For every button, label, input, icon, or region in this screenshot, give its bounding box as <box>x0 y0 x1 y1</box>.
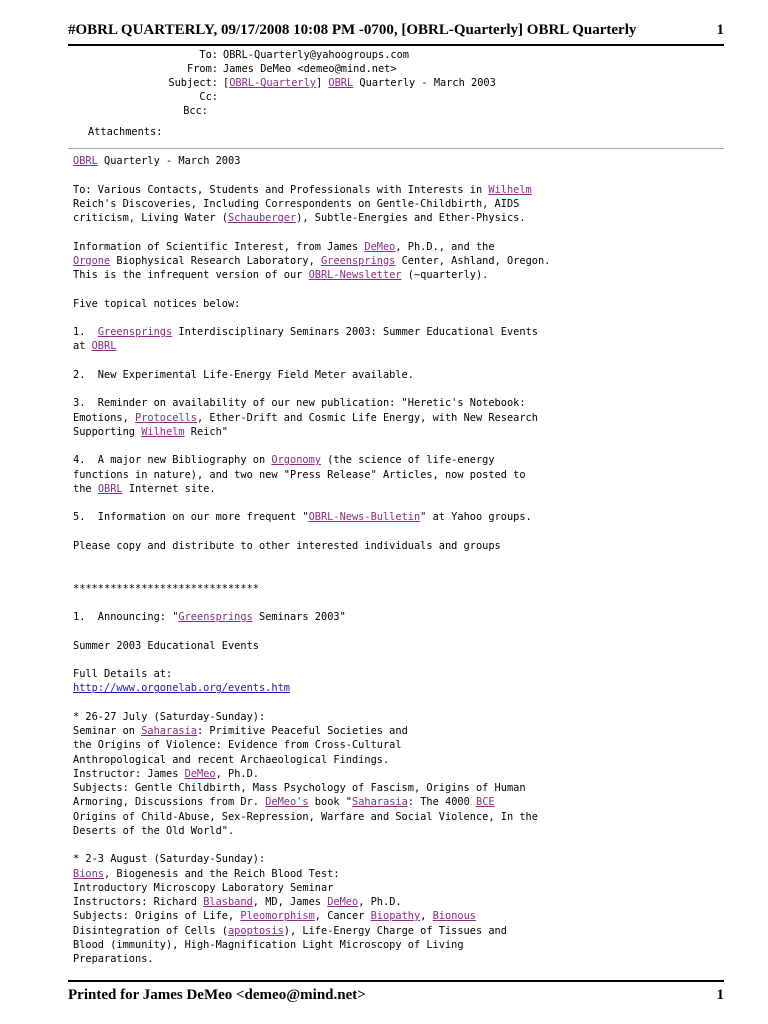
subject-label: Subject: <box>168 77 218 89</box>
from-value: James DeMeo <demeo@mind.net> <box>223 63 397 75</box>
greensprings-link[interactable]: Greensprings <box>320 254 396 267</box>
greensprings-link[interactable]: Greensprings <box>178 611 253 623</box>
header-page-number: 1 <box>716 22 724 38</box>
header-title: #OBRL QUARTERLY, 09/17/2008 10:08 PM -0700, [OBRL-Quarterly] OBRL Quarterly <box>68 22 637 38</box>
bions-link[interactable]: Bions <box>73 867 104 880</box>
obrl-link[interactable]: OBRL <box>91 340 117 353</box>
obrl-newsletter-link[interactable]: OBRL-Newsletter <box>308 269 402 281</box>
subject-group-link[interactable]: OBRL-Quarterly <box>229 77 316 89</box>
header-rule <box>68 44 724 46</box>
schauberger-link[interactable]: Schauberger <box>227 212 297 224</box>
obrl-link[interactable]: OBRL <box>73 155 98 167</box>
attachments-label: Attachments: <box>88 126 163 138</box>
protocells-link[interactable]: Protocells <box>135 411 197 424</box>
blasband-link[interactable]: Blasband <box>203 896 253 908</box>
wilhelm-link[interactable]: Wilhelm <box>488 183 532 196</box>
to-value: OBRL-Quarterly@yahoogroups.com <box>223 49 409 61</box>
to-label: To: <box>199 49 218 61</box>
footer-page-number: 1 <box>716 987 724 1003</box>
bce-link[interactable]: BCE <box>476 796 495 809</box>
cc-label: Cc: <box>199 91 218 103</box>
obrl-link[interactable]: OBRL <box>97 482 123 495</box>
headers-divider <box>68 148 724 149</box>
pleomorphism-link[interactable]: Pleomorphism <box>240 910 315 923</box>
demeos-link[interactable]: DeMeo's <box>265 796 309 809</box>
biopathy-link[interactable]: Biopathy <box>370 910 421 923</box>
obrl-news-bulletin-link[interactable]: OBRL-News-Bulletin <box>308 511 421 524</box>
bcc-label: Bcc: <box>183 105 208 117</box>
demeo-link[interactable]: DeMeo <box>184 767 216 780</box>
demeo-link[interactable]: DeMeo <box>364 240 396 253</box>
bionous-link[interactable]: Bionous <box>432 910 477 923</box>
from-label: From: <box>187 63 218 75</box>
page-header <box>68 22 724 42</box>
footer-text: Printed for James DeMeo <demeo@mind.net> <box>68 987 366 1003</box>
events-url-link[interactable]: http://www.orgonelab.org/events.htm <box>73 682 290 695</box>
page-footer <box>68 987 724 1007</box>
apoptosis-link[interactable]: apoptosis <box>227 924 284 937</box>
demeo-link[interactable]: DeMeo <box>327 896 359 908</box>
subject-obrl-link[interactable]: OBRL <box>328 77 354 89</box>
orgone-link[interactable]: Orgone <box>73 254 111 267</box>
greensprings-link[interactable]: Greensprings <box>97 326 173 338</box>
saharasia-link[interactable]: Saharasia <box>141 725 197 737</box>
separator-stars: ****************************** <box>73 582 259 595</box>
saharasia-link[interactable]: Saharasia <box>352 796 408 809</box>
orgonomy-link[interactable]: Orgonomy <box>271 454 321 467</box>
footer-rule <box>68 980 724 982</box>
subject-value: [OBRL-Quarterly] OBRL Quarterly - March 2003 <box>223 77 496 89</box>
message-body: OBRL Quarterly - March 2003 To: Various Contacts, Students and Professionals with Interests in Wilhelm Reich's Discoveries, Including Correspondents on Gentle-Childbirth, AIDS criticism, Living Water (Schauberger), Subtle-Energies and Ether-Physics. Information of Scientific Interest, from James DeMeo, Ph.D., and the Orgone Biophysical Research Laboratory, Greensprings Center, Ashland, Oregon. This is the infrequent version of our OBRL-Newsletter (~quarterly). Five topical notices below: 1. Greensprings Interdisciplinary Seminars 2003: Summer Educational Events at OBRL 2. New Experimental Life-Energy Field Meter available. 3. Reminder on availability of our new publication: "Heretic's Notebook: Emotions, Protocells, Ether-Drift and Cosmic Life Energy, with New Research Supporting Wilhelm Reich" 4. A major new Bibliography on Orgonomy (the science of life-energy functions in nature), and two new "Press Release" Articles, now posted to the OBRL Internet site. 5. Information on our more frequent "OBRL-News-Bulletin" at Yahoo groups. Please copy and distribute to other interested individuals and groups ****************************** 1. Announcing: "Greensprings Seminars 2003" Summer 2003 Educational Events Full Details at: http://www.orgonelab.org/events.htm * 26-27 July (Saturday-Sunday): Seminar on Saharasia: Primitive Peaceful Societies and the Origins of Violence: Evidence from Cross-Cultural Anthropological and recent Archaeological Findings. Instructor: James DeMeo, Ph.D. Subjects: Gentle Childbirth, Mass Psychology of Fascism, Origins of Human Armoring, Discussions from Dr. DeMeo's book "Saharasia: The 4000 BCE Origins of Child-Abuse, Sex-Repression, Warfare and Social Violence, In the Deserts of the Old World". * 2-3 August (Saturday-Sunday): Bions, Biogenesis and the Reich Blood Test: Introductory Microscopy Laboratory Seminar Instructors: Richard Blasband, MD, James DeMeo, Ph.D. Subjects: Origins of Life, Pleomorphism, Cancer Biopathy, Bionous Disintegration of Cells (apoptosis), Life-Energy Charge of Tissues and Blood (immunity), High-Magnification Light Microscopy of Living Preparations. <box>73 154 563 966</box>
wilhelm-link[interactable]: Wilhelm <box>141 425 185 438</box>
